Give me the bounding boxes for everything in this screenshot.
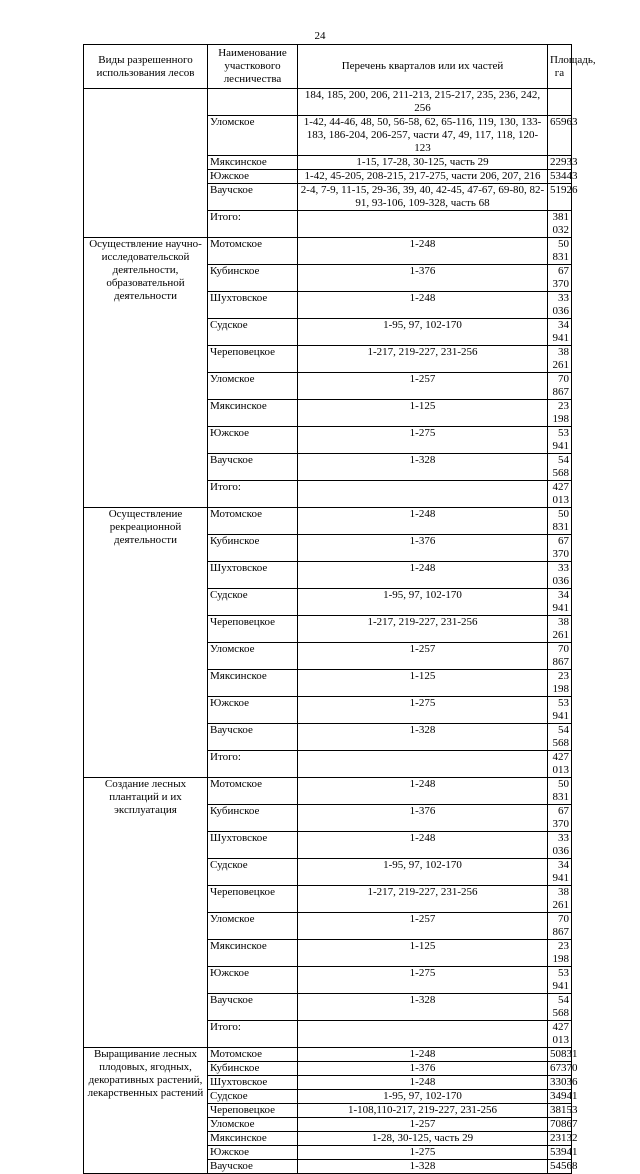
- quarters-cell: 1-248: [298, 238, 548, 265]
- quarters-cell: 1-328: [298, 724, 548, 751]
- forestry-cell: Мяксинское: [208, 156, 298, 170]
- quarters-cell: 1-275: [298, 967, 548, 994]
- quarters-cell: 1-42, 44-46, 48, 50, 56-58, 62, 65-116, 119, 130, 133-183, 186-204, 206-257, части 47, 49, 117, 118, 120-123: [298, 116, 548, 156]
- forestry-cell: Ваучское: [208, 994, 298, 1021]
- area-cell: 54 568: [548, 724, 572, 751]
- area-cell: 67370: [548, 1062, 572, 1076]
- area-cell: 50 831: [548, 778, 572, 805]
- header-use-type: Виды разрешенного использования лесов: [84, 45, 208, 89]
- area-cell: 381 032: [548, 211, 572, 238]
- quarters-cell: 1-328: [298, 454, 548, 481]
- area-cell: 70 867: [548, 373, 572, 400]
- forestry-cell: Уломское: [208, 373, 298, 400]
- quarters-cell: 1-108,110-217, 219-227, 231-256: [298, 1104, 548, 1118]
- forestry-cell: Мотомское: [208, 238, 298, 265]
- area-cell: 67 370: [548, 535, 572, 562]
- quarters-cell: 1-376: [298, 805, 548, 832]
- quarters-cell: 1-376: [298, 535, 548, 562]
- forestry-cell: Ваучское: [208, 724, 298, 751]
- area-cell: 67 370: [548, 265, 572, 292]
- quarters-cell: 1-217, 219-227, 231-256: [298, 616, 548, 643]
- area-cell: [548, 89, 572, 116]
- table-row: [84, 1048, 572, 1062]
- quarters-cell: 1-125: [298, 940, 548, 967]
- quarters-cell: 1-257: [298, 373, 548, 400]
- quarters-cell: 1-275: [298, 697, 548, 724]
- forestry-cell: Судское: [208, 1090, 298, 1104]
- forestry-cell: Ваучское: [208, 184, 298, 211]
- forestry-cell: Череповецкое: [208, 886, 298, 913]
- header-forestry: Наименование участкового лесничества: [208, 45, 298, 89]
- area-cell: 53 941: [548, 697, 572, 724]
- area-cell: 33 036: [548, 832, 572, 859]
- forestry-cell: Череповецкое: [208, 616, 298, 643]
- area-cell: 38 261: [548, 616, 572, 643]
- forestry-cell: Южское: [208, 427, 298, 454]
- forestry-cell: Шухтовское: [208, 292, 298, 319]
- forestry-cell: Ваучское: [208, 1160, 298, 1174]
- forestry-cell: Судское: [208, 589, 298, 616]
- forestry-cell: Мотомское: [208, 1048, 298, 1062]
- area-cell: 23132: [548, 1132, 572, 1146]
- area-cell: 53443: [548, 170, 572, 184]
- area-cell: 54568: [548, 1160, 572, 1174]
- forestry-cell: Мяксинское: [208, 940, 298, 967]
- area-cell: 70 867: [548, 643, 572, 670]
- area-cell: 53941: [548, 1146, 572, 1160]
- quarters-cell: 1-248: [298, 508, 548, 535]
- quarters-cell: 1-248: [298, 832, 548, 859]
- forestry-cell: Мяксинское: [208, 1132, 298, 1146]
- forestry-cell: Шухтовское: [208, 1076, 298, 1090]
- quarters-cell: [298, 481, 548, 508]
- quarters-cell: 1-275: [298, 427, 548, 454]
- forestry-cell: Уломское: [208, 1118, 298, 1132]
- quarters-cell: 1-217, 219-227, 231-256: [298, 886, 548, 913]
- area-cell: 427 013: [548, 1021, 572, 1048]
- area-cell: 22933: [548, 156, 572, 170]
- area-cell: 54 568: [548, 454, 572, 481]
- quarters-cell: 1-248: [298, 1076, 548, 1090]
- header-quarters: Перечень кварталов или их частей: [298, 45, 548, 89]
- header-area: Площадь, га: [548, 45, 572, 89]
- forestry-cell: Итого:: [208, 211, 298, 238]
- area-cell: 34 941: [548, 589, 572, 616]
- quarters-cell: 1-376: [298, 1062, 548, 1076]
- forestry-cell: Череповецкое: [208, 1104, 298, 1118]
- area-cell: 33036: [548, 1076, 572, 1090]
- table-row: [84, 778, 572, 805]
- table-body: [84, 89, 578, 1174]
- quarters-cell: 1-257: [298, 1118, 548, 1132]
- table-header: [84, 45, 596, 89]
- forestry-cell: Итого:: [208, 481, 298, 508]
- quarters-cell: 1-42, 45-205, 208-215, 217-275, части 206, 207, 216: [298, 170, 548, 184]
- quarters-cell: 1-376: [298, 265, 548, 292]
- page-number: 24: [314, 30, 326, 42]
- forestry-cell: Южское: [208, 697, 298, 724]
- area-cell: 51926: [548, 184, 572, 211]
- area-cell: 54 568: [548, 994, 572, 1021]
- area-cell: 33 036: [548, 562, 572, 589]
- area-cell: 34 941: [548, 319, 572, 346]
- quarters-cell: 1-248: [298, 778, 548, 805]
- forestry-cell: Мяксинское: [208, 400, 298, 427]
- use-type-cell: Выращивание лесных плодовых, ягодных, декоративных растений, лекарственных растений: [84, 1048, 208, 1174]
- forestry-cell: Итого:: [208, 1021, 298, 1048]
- forestry-cell: Южское: [208, 967, 298, 994]
- forestry-cell: Ваучское: [208, 454, 298, 481]
- quarters-cell: 2-4, 7-9, 11-15, 29-36, 39, 40, 42-45, 47-67, 69-80, 82-91, 93-106, 109-328, часть 68: [298, 184, 548, 211]
- quarters-cell: 1-125: [298, 670, 548, 697]
- area-cell: 23 198: [548, 400, 572, 427]
- area-cell: 33 036: [548, 292, 572, 319]
- area-cell: 34 941: [548, 859, 572, 886]
- forest-use-table: [83, 44, 596, 1174]
- forestry-cell: Кубинское: [208, 265, 298, 292]
- area-cell: 427 013: [548, 481, 572, 508]
- quarters-cell: 1-275: [298, 1146, 548, 1160]
- forestry-cell: Кубинское: [208, 1062, 298, 1076]
- quarters-cell: 1-125: [298, 400, 548, 427]
- area-cell: 38 261: [548, 886, 572, 913]
- quarters-cell: 1-248: [298, 292, 548, 319]
- area-cell: 70867: [548, 1118, 572, 1132]
- use-type-cell: Создание лесных плантаций и их эксплуатация: [84, 778, 208, 1048]
- area-cell: 67 370: [548, 805, 572, 832]
- area-cell: 50831: [548, 1048, 572, 1062]
- area-cell: 50 831: [548, 238, 572, 265]
- forestry-cell: [208, 89, 298, 116]
- forestry-cell: Череповецкое: [208, 346, 298, 373]
- forestry-cell: Кубинское: [208, 535, 298, 562]
- use-type-cell: Осуществление рекреационной деятельности: [84, 508, 208, 778]
- area-cell: 70 867: [548, 913, 572, 940]
- quarters-cell: 1-95, 97, 102-170: [298, 1090, 548, 1104]
- quarters-cell: 1-95, 97, 102-170: [298, 319, 548, 346]
- forestry-cell: Шухтовское: [208, 832, 298, 859]
- quarters-cell: 1-257: [298, 913, 548, 940]
- area-cell: 38 261: [548, 346, 572, 373]
- quarters-cell: 1-328: [298, 994, 548, 1021]
- quarters-cell: 1-248: [298, 562, 548, 589]
- area-cell: 23 198: [548, 670, 572, 697]
- table-row: [84, 238, 572, 265]
- quarters-cell: 1-257: [298, 643, 548, 670]
- use-type-cell: Осуществление научно-исследовательской деятельности, образовательной деятельности: [84, 238, 208, 508]
- quarters-cell: 1-15, 17-28, 30-125, часть 29: [298, 156, 548, 170]
- area-cell: 50 831: [548, 508, 572, 535]
- area-cell: 53 941: [548, 967, 572, 994]
- quarters-cell: 1-95, 97, 102-170: [298, 589, 548, 616]
- area-cell: 38153: [548, 1104, 572, 1118]
- forestry-cell: Шухтовское: [208, 562, 298, 589]
- forestry-cell: Уломское: [208, 643, 298, 670]
- forestry-cell: Кубинское: [208, 805, 298, 832]
- quarters-cell: 1-95, 97, 102-170: [298, 859, 548, 886]
- forestry-cell: Уломское: [208, 913, 298, 940]
- use-type-cell-continued: [84, 89, 208, 238]
- quarters-cell: [298, 1021, 548, 1048]
- quarters-cell: 1-217, 219-227, 231-256: [298, 346, 548, 373]
- forestry-cell: Мотомское: [208, 508, 298, 535]
- area-cell: 53 941: [548, 427, 572, 454]
- forestry-cell: Южское: [208, 1146, 298, 1160]
- table-row: [84, 508, 572, 535]
- area-cell: 23 198: [548, 940, 572, 967]
- area-cell: 34941: [548, 1090, 572, 1104]
- forestry-cell: Уломское: [208, 116, 298, 156]
- area-cell: 65963: [548, 116, 572, 156]
- table-row: [84, 89, 572, 116]
- quarters-cell: [298, 211, 548, 238]
- forestry-cell: Южское: [208, 170, 298, 184]
- forestry-cell: Мяксинское: [208, 670, 298, 697]
- forestry-cell: Итого:: [208, 751, 298, 778]
- area-cell: 427 013: [548, 751, 572, 778]
- forestry-cell: Мотомское: [208, 778, 298, 805]
- quarters-cell: 1-248: [298, 1048, 548, 1062]
- quarters-cell: [298, 751, 548, 778]
- forestry-cell: Судское: [208, 319, 298, 346]
- quarters-cell: 1-328: [298, 1160, 548, 1174]
- quarters-cell: 1-28, 30-125, часть 29: [298, 1132, 548, 1146]
- quarters-cell: 184, 185, 200, 206, 211-213, 215-217, 235, 236, 242, 256: [298, 89, 548, 116]
- forestry-cell: Судское: [208, 859, 298, 886]
